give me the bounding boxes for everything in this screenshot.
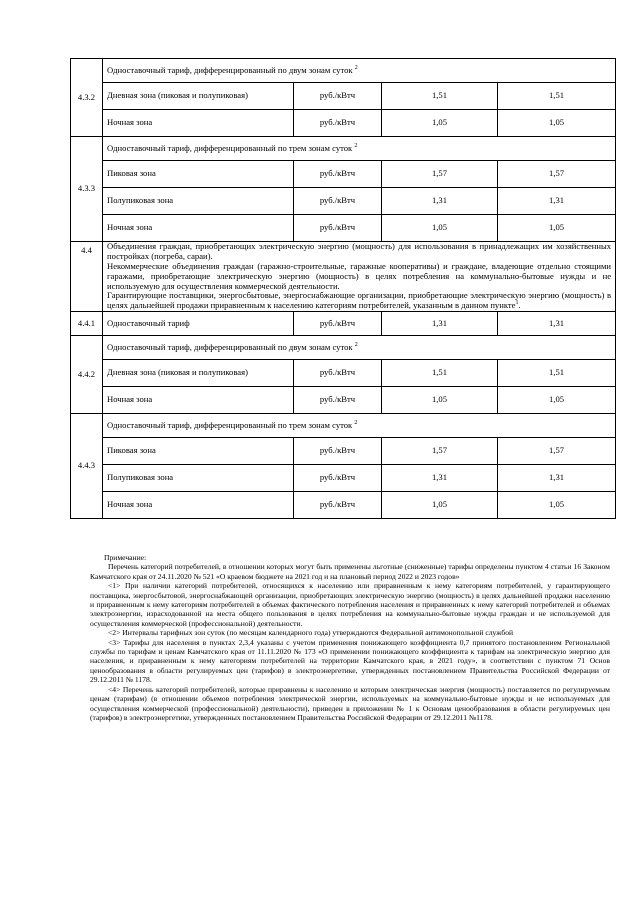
table-row <box>71 110 616 137</box>
notes-section <box>90 553 610 722</box>
note-intro: Перечень категорий потребителей, в отношении которых могут быть применены льготные (сниженные) тарифы определены пунктом 4 статьи 16 Законом Камчатского края от 24.11.2020 № 521 «О краевом бюджете на 2021 год и на плановый период 2022 и 2023 годов» <box>90 562 610 581</box>
table-row <box>71 414 616 438</box>
tariff-value-h1: 1,57 <box>382 161 498 188</box>
tariff-table <box>70 58 616 519</box>
table-row <box>71 336 616 360</box>
tariff-value-h2: 1,05 <box>498 492 616 519</box>
zone-label: Полупиковая зона <box>103 465 294 492</box>
zone-label: Пиковая зона <box>103 161 294 188</box>
tariff-value-h1: 1,57 <box>382 438 498 465</box>
zone-label: Пиковая зона <box>103 438 294 465</box>
table-row <box>71 360 616 387</box>
unit-cell: руб./кВтч <box>294 312 382 336</box>
table-row <box>71 492 616 519</box>
note-4: <4> Перечень категорий потребителей, которые приравнены к населению и которым электрическая энергия (мощность) поставляется по регулируемым ценам (тарифам) (в отношении объемов потребления электрической энергии, используемых на коммунально-бытовые нужды и не используемых для осуществления коммерческой (профессиональной) деятельности), приведен в приложении № 1 к Основам ценообразования в области регулируемых цен (тарифов) в электроэнергетике, утвержденных постановлением Правительства Российской Федерации от 29.12.2011 №1178. <box>90 684 610 722</box>
tariff-header-cell: Одноставочный тариф, дифференцированный по двум зонам суток $^2$ <box>103 336 616 360</box>
table-row <box>71 312 616 336</box>
tariff-value-h2: 1,57 <box>498 438 616 465</box>
tariff-value-h1: 1,31 <box>382 312 498 336</box>
tariff-value-h2: 1,31 <box>498 312 616 336</box>
category-paragraph: Объединения граждан, приобретающих электрическую энергию (мощность) для использования в принадлежащих им хозяйственных постройках (погреба, сараи). <box>107 241 612 261</box>
unit-cell: руб./кВтч <box>294 161 382 188</box>
zone-label: Дневная зона (пиковая и полупиковая) <box>103 360 294 387</box>
zone-label: Ночная зона <box>103 387 294 414</box>
unit-cell: руб./кВтч <box>294 438 382 465</box>
table-row <box>71 387 616 414</box>
zone-label: Полупиковая зона <box>103 188 294 215</box>
notes-title: Примечание: <box>104 553 147 562</box>
table-row <box>71 188 616 215</box>
unit-cell: руб./кВтч <box>294 215 382 242</box>
tariff-value-h2: 1,05 <box>498 387 616 414</box>
tariff-header-cell: Одноставочный тариф, дифференцированный по трем зонам суток $^2$ <box>103 137 616 161</box>
table-row <box>71 465 616 492</box>
table-row <box>71 137 616 161</box>
row-number: 4.4.1 <box>71 312 103 336</box>
zone-label: Ночная зона <box>103 215 294 242</box>
category-paragraph: Гарантирующие поставщики, энергосбытовые, энергоснабжающие организации, приобретающие электрическую энергию (мощность) в целях дальнейшей продажи приравненным к населению категориям потребителей, указанным в данном пункте$^1$. <box>107 290 612 311</box>
unit-cell: руб./кВтч <box>294 387 382 414</box>
tariff-value-h1: 1,31 <box>382 465 498 492</box>
table-row <box>71 438 616 465</box>
tariff-value-h2: 1,31 <box>498 188 616 215</box>
table-row <box>71 83 616 110</box>
note-2: <2> Интервалы тарифных зон суток (по месяцам календарного года) утверждаются Федеральной антимонопольной службой <box>108 628 514 638</box>
tariff-value-h1: 1,05 <box>382 492 498 519</box>
table-row <box>71 242 616 312</box>
unit-cell: руб./кВтч <box>294 492 382 519</box>
tariff-header-cell: Одноставочный тариф, дифференцированный по трем зонам суток $^2$ <box>103 414 616 438</box>
tariff-value-h2: 1,57 <box>498 161 616 188</box>
tariff-value-h1: 1,05 <box>382 387 498 414</box>
table-row <box>71 59 616 83</box>
tariff-value-h2: 1,51 <box>498 83 616 110</box>
unit-cell: руб./кВтч <box>294 83 382 110</box>
row-number: 4.4.2 <box>71 336 103 414</box>
tariff-header-cell: Одноставочный тариф, дифференцированный по двум зонам суток $^2$ <box>103 59 616 83</box>
unit-cell: руб./кВтч <box>294 188 382 215</box>
tariff-label: Одноставочный тариф <box>103 312 294 336</box>
tariff-value-h2: 1,05 <box>498 110 616 137</box>
zone-label: Дневная зона (пиковая и полупиковая) <box>103 83 294 110</box>
tariff-value-h2: 1,05 <box>498 215 616 242</box>
row-number: 4.4 <box>71 242 103 312</box>
tariff-value-h1: 1,05 <box>382 110 498 137</box>
note-1: <1> При наличии категорий потребителей, относящихся к населению или приравненным к нему категориям потребителей, у гарантирующего поставщика, энергосбытовой, энергоснабжающей организации, приобретающих электрическую энергию (мощность) в целях дальнейшей продажи населению и приравненным к нему категориям потребителей в объемах фактического потребления населения и приравненных к нему категорий потребителей и объемах электроэнергии, израсходованной на места общего пользования в целях потребления на коммунально-бытовые нужды граждан и не используемой для осуществления коммерческой (профессиональной) деятельности. <box>90 581 610 628</box>
table-row <box>71 215 616 242</box>
tariff-value-h2: 1,31 <box>498 465 616 492</box>
tariff-value-h1: 1,05 <box>382 215 498 242</box>
tariff-value-h1: 1,51 <box>382 83 498 110</box>
note-3: <3> Тарифы для населения в пунктах 2,3,4 указаны с учетом применения понижающего коэффициента 0,7 принятого постановлением Региональной службы по тарифам и ценам Камчатского края от 11.11.2020 № 173 «О применении понижающего коэффициента к тарифам на электрическую энергию для населения, и приравненным к нему категориям потребителей на территории Камчатского края, в 2021 году», в соответствии с пунктом 71 Основ ценообразования в области регулируемых цен (тарифов) в электроэнергетике, утвержденных постановлением Правительства Российской Федерации от 29.12.2011 № 1178. <box>90 637 610 685</box>
table-row <box>71 161 616 188</box>
unit-cell: руб./кВтч <box>294 110 382 137</box>
unit-cell: руб./кВтч <box>294 465 382 492</box>
tariff-value-h1: 1,51 <box>382 360 498 387</box>
tariff-value-h1: 1,31 <box>382 188 498 215</box>
category-description <box>103 242 616 312</box>
row-number: 4.4.3 <box>71 414 103 519</box>
zone-label: Ночная зона <box>103 110 294 137</box>
zone-label: Ночная зона <box>103 492 294 519</box>
tariff-value-h2: 1,51 <box>498 360 616 387</box>
row-number: 4.3.2 <box>71 59 103 137</box>
category-paragraph: Некоммерческие объединения граждан (гаражно-строительные, гаражные кооперативы) и граждане, владеющие отдельно стоящими гаражами, приобретающие электрическую энергию (мощность) в целях потребления на коммунально-бытовые нужды и не используемую для осуществления коммерческой деятельности. <box>107 260 612 291</box>
unit-cell: руб./кВтч <box>294 360 382 387</box>
row-number: 4.3.3 <box>71 137 103 242</box>
